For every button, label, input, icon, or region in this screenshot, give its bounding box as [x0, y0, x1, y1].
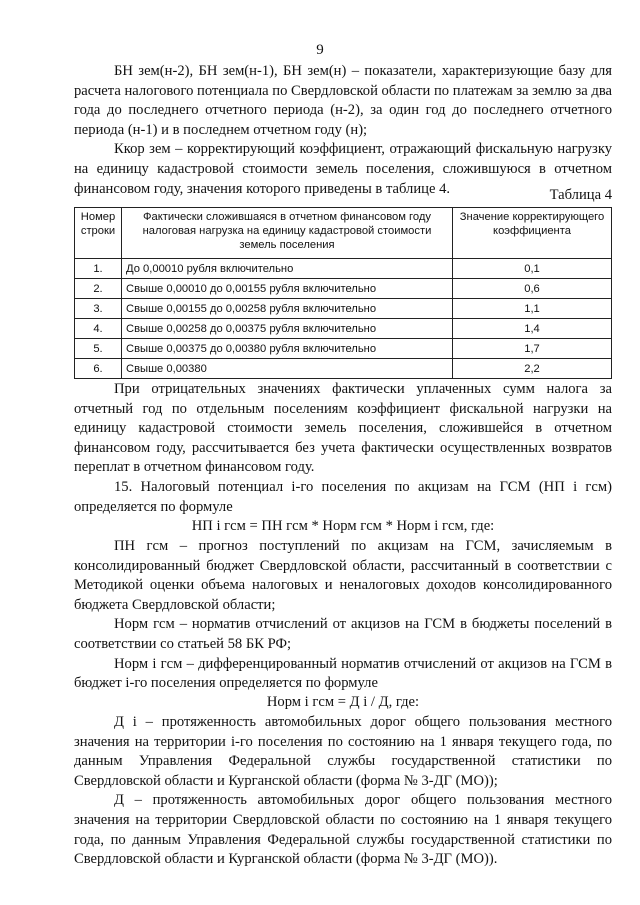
paragraph-kkor-zem: Ккор зем – корректирующий коэффициент, отражающий фискальную нагрузку на единицу кадастровой стоимости земель поселения, сложившуюся в отчетном финансовом году, значения которого приведены в таблице 4. [74, 141, 612, 197]
row-coefficient: 1,4 [453, 319, 612, 339]
table-row [75, 299, 612, 319]
definitions-block-middle [74, 380, 612, 517]
table-header-row [75, 208, 612, 259]
table-4 [74, 207, 612, 379]
paragraph-negative-values: При отрицательных значениях фактически уплаченных сумм налога за отчетный год по отдельным поселениям коэффициент фискальной нагрузки на единицу кадастровой стоимости земель поселения, сложившейся в отчетном финансовом году, рассчитывается без учета фактически осуществленных возвратов переплат в отчетном финансовом году. [74, 381, 612, 476]
table-4-title: Таблица 4 [549, 187, 612, 203]
formula-norm-i-gsm: Норм i гсм = Д i / Д, где: [266, 694, 420, 710]
paragraph-d-i: Д i – протяженность автомобильных дорог общего пользования местного значения на территории i-го поселения по состоянию на 1 января текущего года, по данным Управления Федеральной службы государственной статистики по Свердловской области и Курганской области (форма № 3-ДГ (МО)); [74, 714, 612, 789]
paragraph-bn-zem: БН зем(н-2), БН зем(н-1), БН зем(н) – показатели, характеризующие базу для расчета налогового потенциала по Свердловской области по платежам за землю за два года до последнего отчетного периода (н-2), за один год до последнего отчетного периода (н-1) и в последнем отчетном году (н); [74, 63, 612, 138]
table-row [75, 279, 612, 299]
table-row [75, 359, 612, 379]
paragraph-norm-i-gsm: Норм i гсм – дифференцированный норматив отчислений от акцизов на ГСМ в бюджет i-го поселения определяется по формуле [74, 655, 612, 692]
definitions-block-bottom [74, 713, 612, 870]
header-coefficient: Значение корректирующего коэффициента [453, 208, 612, 259]
row-coefficient: 1,1 [453, 299, 612, 319]
row-number: 2. [75, 279, 122, 299]
row-coefficient: 1,7 [453, 339, 612, 359]
table-row [75, 259, 612, 279]
row-tax-load: Свыше 0,00375 до 0,00380 рубля включительно [122, 339, 453, 359]
paragraph-item-15: 15. Налоговый потенциал i-го поселения по акцизам на ГСМ (НП i гсм) определяется по формуле [74, 478, 612, 515]
header-row-number: Номер строки [75, 208, 122, 259]
formula-np-gsm: НП i гсм = ПН гсм * Норм гсм * Норм i гсм, где: [191, 518, 495, 534]
row-number: 6. [75, 359, 122, 379]
row-number: 3. [75, 299, 122, 319]
row-coefficient: 0,1 [453, 259, 612, 279]
definitions-block-formula [74, 537, 612, 694]
paragraph-d: Д – протяженность автомобильных дорог общего пользования местного значения на территории Свердловской области по состоянию на 1 января текущего года, по данным Управления Федеральной службы государственной статистики по Свердловской области и Курганской области (форма № 3-ДГ (МО)). [74, 792, 612, 868]
paragraph-norm-gsm: Норм гсм – норматив отчислений от акцизов на ГСМ в бюджеты поселений в соответствии со статьей 58 БК РФ; [74, 616, 612, 652]
header-tax-load: Фактически сложившаяся в отчетном финансовом году налоговая нагрузка на единицу кадастровой стоимости земель поселения [122, 208, 453, 259]
row-tax-load: Свыше 0,00258 до 0,00375 рубля включительно [122, 319, 453, 339]
row-tax-load: Свыше 0,00010 до 0,00155 рубля включительно [122, 279, 453, 299]
row-number: 5. [75, 339, 122, 359]
paragraph-pn-gsm: ПН гсм – прогноз поступлений по акцизам на ГСМ, зачисляемым в консолидированный бюджет Свердловской области, рассчитанный в соответствии с Методикой оценки объема налоговых и неналоговых доходов консолидированного бюджета Свердловской области; [74, 538, 612, 613]
row-tax-load: Свыше 0,00380 [122, 359, 453, 379]
table-row [75, 319, 612, 339]
row-coefficient: 0,6 [453, 279, 612, 299]
row-number: 4. [75, 319, 122, 339]
row-number: 1. [75, 259, 122, 279]
table-row [75, 339, 612, 359]
row-coefficient: 2,2 [453, 359, 612, 379]
row-tax-load: До 0,00010 рубля включительно [122, 259, 453, 279]
page-number: 9 [316, 42, 324, 58]
row-tax-load: Свыше 0,00155 до 0,00258 рубля включительно [122, 299, 453, 319]
definitions-block-top [74, 62, 612, 199]
